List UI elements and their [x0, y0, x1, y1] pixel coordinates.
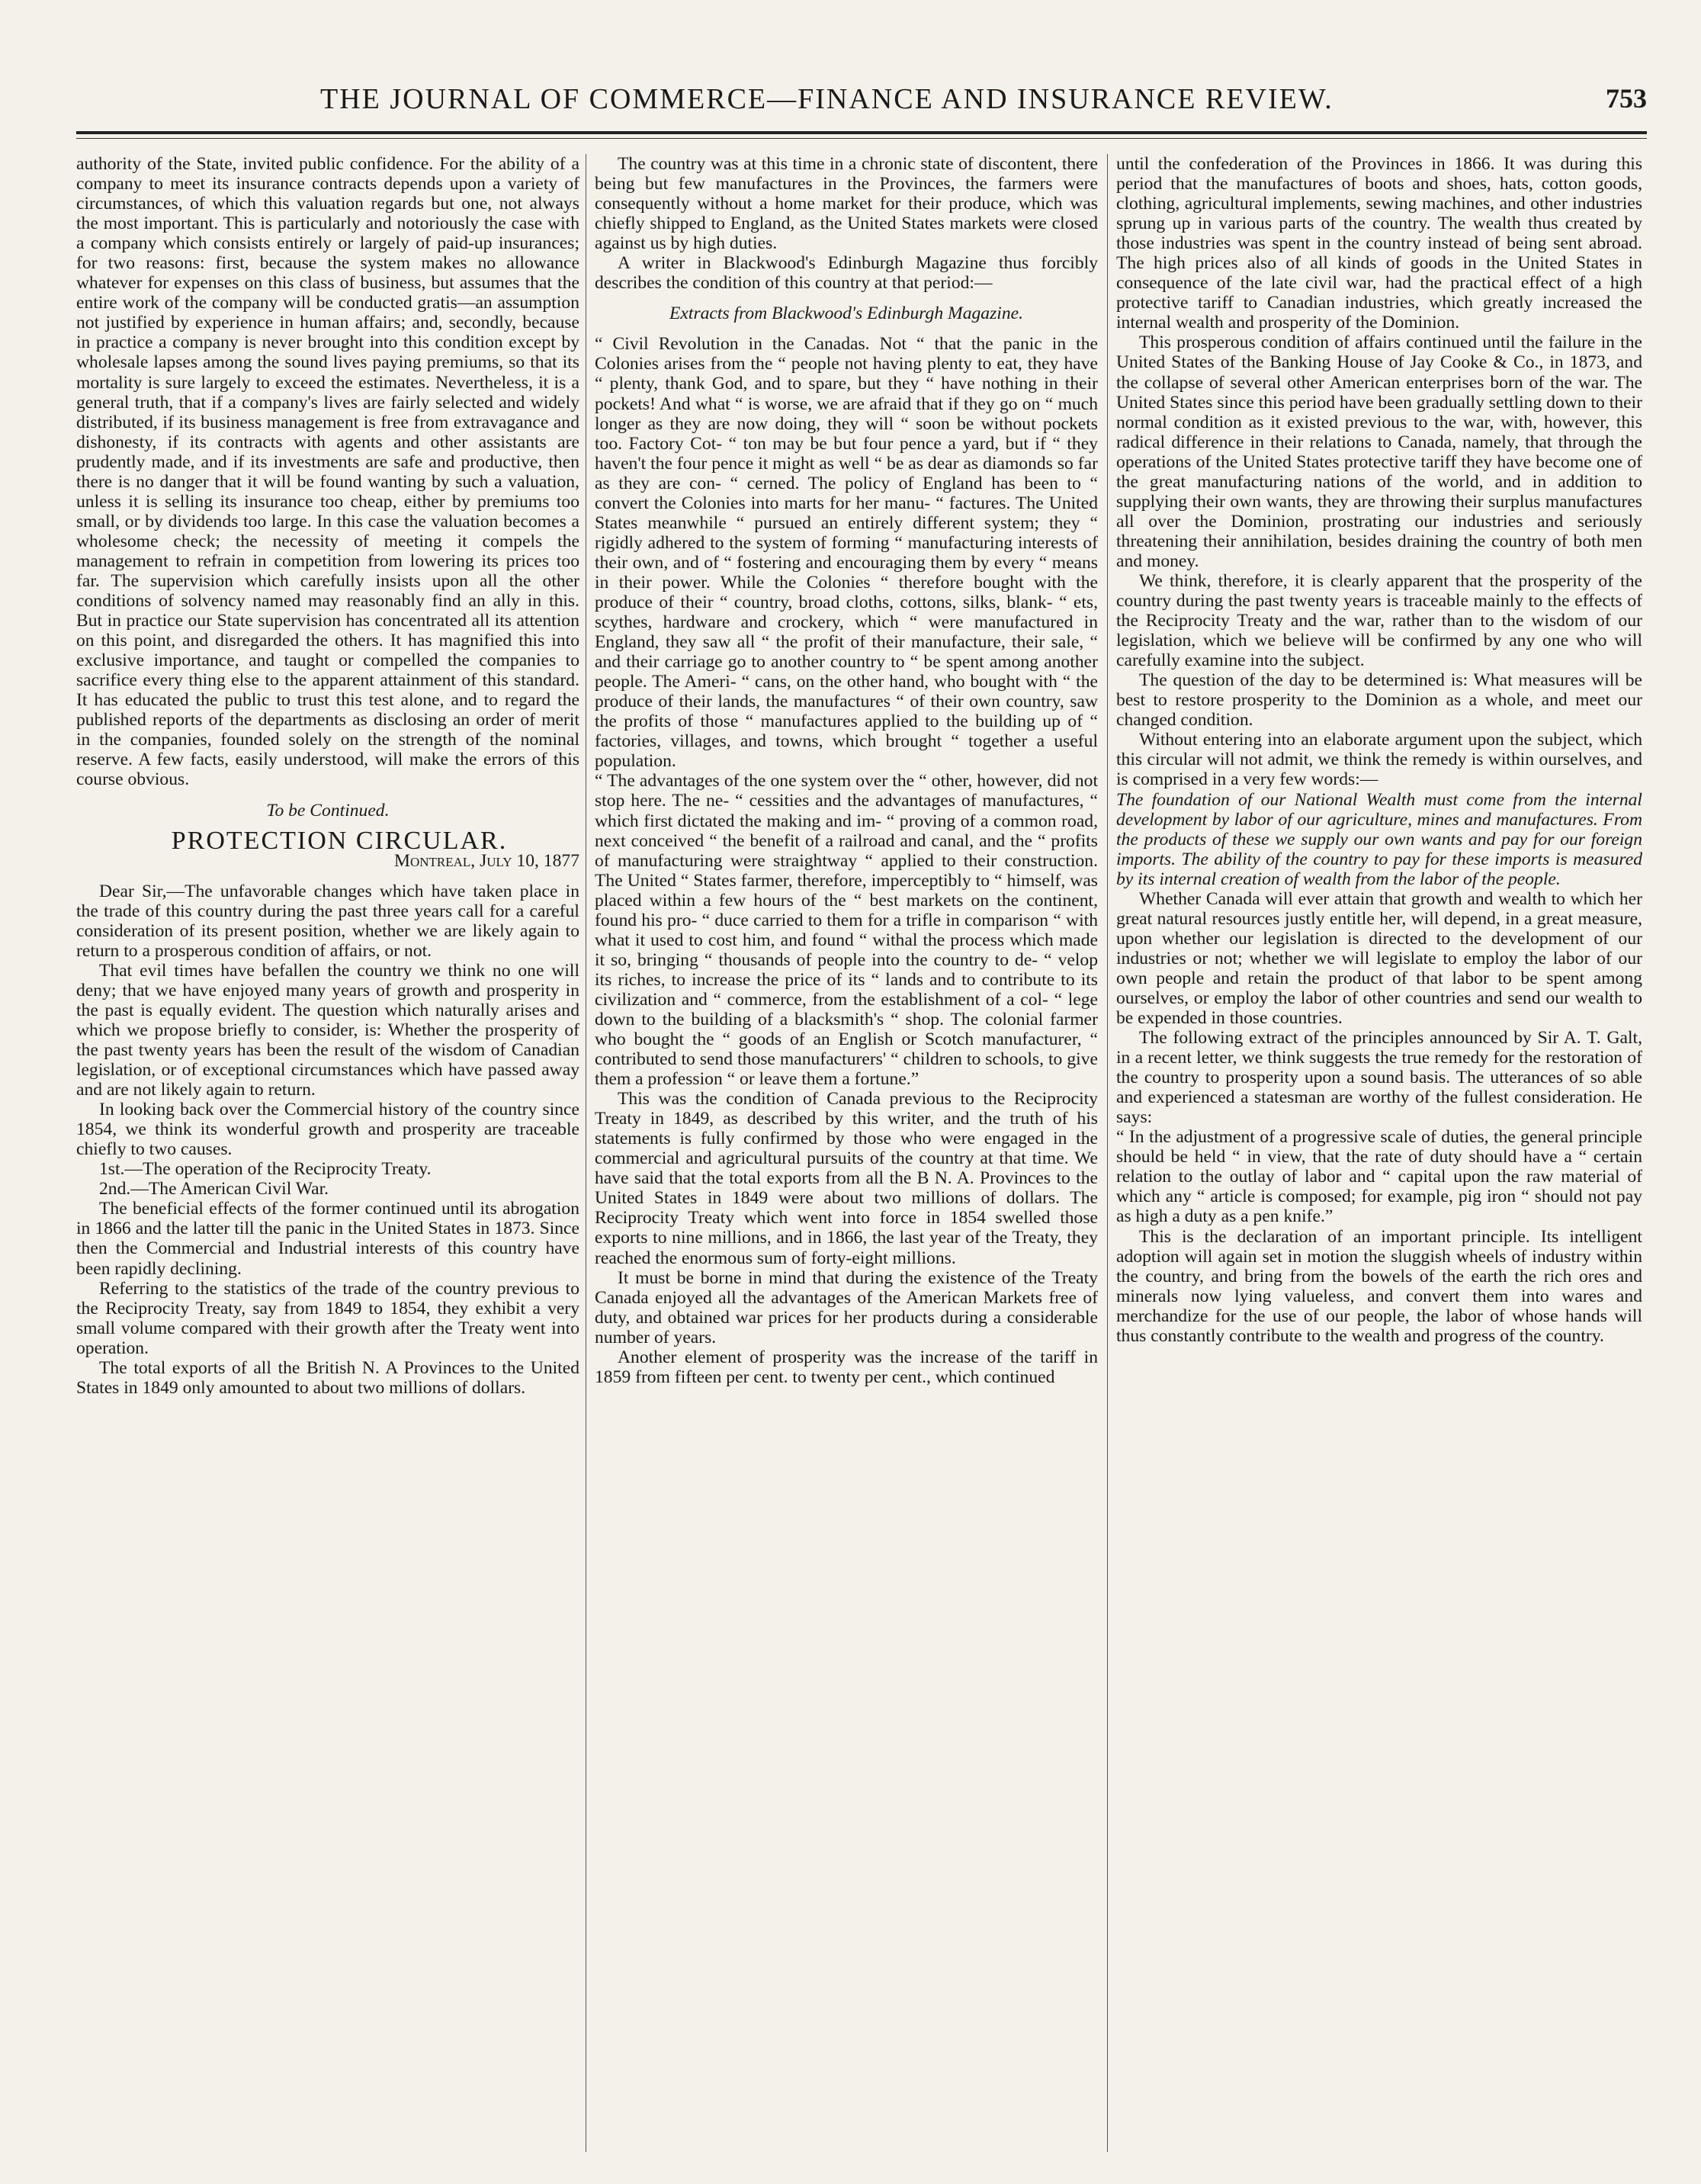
quote-paragraph: “ In the adjustment of a progressive scale of duties, the general principle should be held “ in view, that the rate of duty should have a “ certain relation to the outlay of labor and “ capital upon the raw material of which any “ article is composed; for example, pig iron “ should not pay as high a duty as a pen knife.” — [1116, 1127, 1642, 1227]
quote-paragraph: “ Civil Revolution in the Canadas. Not “ that the panic in the Colonies arises from the “ people not having plenty to eat, they have “ plenty, thank God, and to spare, but they “ have nothing in their pockets! And what “ is worse, we are afraid that if they go on “ much longer as they are now doing, they will “ soon be without pockets too. Factory Cot- “ ton may be but four pence a yard, but if “ they haven't the four pence it might as well “ be as dear as diamonds so far as they are con- “ cerned. The policy of England has been to “ convert the Colonies into marts for her manu- “ factures. The United States meanwhile “ pursued an entirely different system; they “ rigidly adhered to the system of forming “ manufacturing interests of their own, and of “ fostering and encouraging them by every “ means in their power. While the Colonies “ therefore bought with the produce of their “ country, broad cloths, cottons, silks, blank- “ ets, scythes, hardware and crockery, which “ were manufactured in England, they saw all “ the profit of their manufacture, their sale, “ and their carriage go to another country to “ be spent among another people. The Ameri- “ cans, on the other hand, who bought with “ the produce of their lands, the manufactures “ of their own country, saw the profits of those “ manufactures applied to the building up of “ factories, villages, and towns, which brought “ together a useful population. — [595, 334, 1098, 772]
column-right — [1116, 154, 1642, 2160]
header-rule-thin — [76, 138, 1647, 139]
paragraph: The beneficial effects of the former continued until its abrogation in 1866 and the latter till the panic in the United States in 1873. Since then the Commercial and Industrial interests of this country have been rapidly declining. — [76, 1199, 579, 1279]
extract-title: Extracts from Blackwood's Edinburgh Magazine. — [669, 304, 1023, 324]
paragraph: We think, therefore, it is clearly apparent that the prosperity of the country during the past twenty years is traceable mainly to the effects of the Reciprocity Treaty and the war, rather than to the wisdom of our legislation, which we believe will be confirmed by any one who will carefully examine into the subject. — [1116, 570, 1642, 671]
page-number: 753 — [1606, 83, 1647, 114]
paragraph: until the confederation of the Provinces in 1866. It was during this period that the manufactures of boots and shoes, hats, cotton goods, clothing, agricultural implements, sewing machines, and other industries sprung up in various parts of the country. The wealth thus created by those industries was spent in the country instead of being sent abroad. The high prices also of all kinds of goods in the United States in consequence of the late civil war, had the practical effect of a high protective tariff to Canadian industries, which greatly increased the internal wealth and prosperity of the Dominion. — [1116, 154, 1642, 333]
dateline: Montreal, July 10, 1877 — [394, 850, 579, 871]
paragraph: The total exports of all the British N. A Provinces to the United States in 1849 only amounted to about two millions of dollars. — [76, 1357, 579, 1398]
paragraph: This was the condition of Canada previous to the Reciprocity Treaty in 1849, as described by this writer, and the truth of his statements is fully confirmed by those who were engaged in the commercial and agricultural pursuits of the country at that time. We have said that the total exports from all the B N. A. Provinces to the United States in 1849 were about two millions of dollars. The Reciprocity Treaty which went into force in 1854 swelled those exports to nine millions, and in 1866, the last year of the Treaty, they reached the enormous sum of forty-eight millions. — [595, 1089, 1098, 1268]
paragraph: Without entering into an elaborate argument upon the subject, which this circular will not admit, we think the remedy is within ourselves, and is comprised in a very few words:— — [1116, 730, 1642, 790]
emphasis-paragraph: The foundation of our National Wealth must come from the internal development by labor of our agriculture, mines and manufactures. From the products of these we supply our own wants and pay for our foreign imports. The ability of the country to pay for these imports is measured by its internal creation of wealth from the labor of the people. — [1116, 789, 1642, 889]
blackwood-quote — [595, 334, 1098, 1089]
quote-paragraph: “ The advantages of the one system over the “ other, however, did not stop here. The ne- “ cessities and the advantages of manufactures, “ which first dictated the making and im- “ proving of a common road, next conceived “ the benefit of a railroad and canal, and the “ profits of manufacturing were straightway “ applied to their construction. The United “ States farmer, therefore, imperceptibly to “ himself, was placed within a few hours of the “ best markets on the continent, found his pro- “ duce carried to them for a trifle in comparison “ with what it used to cost him, and found “ withal the process which made it so, bringing “ thousands of people into the country to de- “ velop its riches, to increase the price of its “ lands and to contribute to its civilization and “ commerce, from the establishment of a col- “ lege down to the building of a blacksmith's “ shop. The colonial farmer who bought the “ goods of an English or Scotch manufacturer, “ contributed to send those manufacturers' “ children to schools, to give them a profession “ or leave them a fortune.” — [595, 771, 1098, 1090]
paragraph: Dear Sir,—The unfavorable changes which have taken place in the trade of this country during the past three years call for a careful consideration of its present position, whether we are likely again to return to a prosperous condition of affairs, or not. — [76, 881, 579, 961]
paragraph: Referring to the statistics of the trade of the country previous to the Reciprocity Treaty, say from 1849 to 1854, they exhibit a very small volume compared with their growth after the Treaty went into operation. — [76, 1278, 579, 1358]
paragraph: That evil times have befallen the country we think no one will deny; that we have enjoyed many years of growth and prosperity in the past is equally evident. The question which naturally arises and which we propose briefly to consider, is: Whether the prosperity of the past twenty years has been the result of the wisdom of Canadian legislation, or of exceptional circumstances which have passed away and are not likely again to return. — [76, 960, 579, 1100]
column-divider — [1107, 154, 1108, 2152]
paragraph: It must be borne in mind that during the existence of the Treaty Canada enjoyed all the advantages of the American Markets free of duty, and obtained war prices for her products during a considerable number of years. — [595, 1267, 1098, 1347]
paragraph: The following extract of the principles announced by Sir A. T. Galt, in a recent letter, we think suggests the true remedy for the restoration of the country to prosperity upon a sound basis. The utterances of so able and experienced a statesman are worthy of the fullest consideration. He says: — [1116, 1028, 1642, 1128]
running-title: THE JOURNAL OF COMMERCE—FINANCE AND INSURANCE REVIEW. — [320, 83, 1334, 115]
page-header — [76, 82, 1647, 128]
paragraph: The country was at this time in a chronic state of discontent, there being but few manufactures in the Provinces, the farmers were consequently without a home market for their produce, which was chiefly shipped to England, as the United States markets were closed against us by high duties. — [595, 154, 1098, 254]
header-rule — [76, 131, 1647, 134]
paragraph: Another element of prosperity was the increase of the tariff in 1859 from fifteen per cent. to twenty per cent., which continued — [595, 1347, 1098, 1387]
paragraph: This is the declaration of an important principle. Its intelligent adoption will again set in motion the sluggish wheels of industry within the country, and bring from the bowels of the earth the rich ores and minerals now lying valueless, and convert them into wares and merchandize for the use of our people, the labor of whose hands will thus constantly contribute to the wealth and progress of the country. — [1116, 1226, 1642, 1346]
column-left — [76, 154, 579, 2160]
paragraph: This prosperous condition of affairs continued until the failure in the United States of the Banking House of Jay Cooke & Co., in 1873, and the collapse of several other American enterprises born of the war. The United States since this period have been gradually settling down to their normal condition as it existed previous to the war, with, however, this radical difference in their relations to Canada, namely, that through the operations of the United States protective tariff they have become one of the great manufacturing nations of the world, and in addition to supplying their own wants, they are throwing their surplus manufactures all over the Dominion, prostrating our industries and seriously threatening their annihilation, besides draining the country of both men and money. — [1116, 332, 1642, 571]
paragraph: The question of the day to be determined is: What measures will be best to restore prosperity to the Dominion as a whole, and meet our changed condition. — [1116, 670, 1642, 731]
list-item: 2nd.—The American Civil War. — [99, 1179, 329, 1200]
list-item: 1st.—The operation of the Reciprocity Treaty. — [99, 1159, 432, 1180]
galt-quote — [1116, 1127, 1642, 1226]
paragraph: authority of the State, invited public confidence. For the ability of a company to meet its insurance contracts depends upon a variety of circumstances, of which this valuation regards but one, not always the most important. This is particularly and notoriously the case with a company which consists entirely or largely of paid-up insurances; for two reasons: first, because the system makes no allowance whatever for expenses on this class of business, but assumes that the entire work of the company will be conducted gratis—an assumption not justified by experience in human affairs; and, secondly, because in practice a company is never brought into this condition except by wholesale lapses among the sound lives paying premiums, so that its mortality is sure largely to exceed the estimates. Nevertheless, it is a general truth, that if a company's lives are fairly selected and widely distributed, if its business management is free from extravagance and dishonesty, if its contracts with agents and other assistants are prudently made, and if its investments are safe and productive, then there is no danger that it will be found wanting by such a valuation, unless it is selling its insurance too cheap, either by premiums too small, or by dividends too large. In this case the valuation becomes a wholesome check; the necessity of meeting it compels the management to refrain in competition from lowering its prices too far. The supervision which carefully insists upon all the other conditions of solvency named may reasonably find an ally in this. But in practice our State supervision has concentrated all its attention on this point, and disregarded the others. It has magnified this into exclusive importance, and taught or compelled the companies to sacrifice every thing else to the apparent attainment of this standard. It has educated the public to trust this test alone, and to regard the published reports of the departments as disclosing an order of merit in the companies, founded solely on the strength of the nominal reserve. A few facts, easily understood, will make the errors of this course obvious. — [76, 154, 579, 790]
column-middle — [595, 154, 1098, 2160]
paragraph: In looking back over the Commercial history of the country since 1854, we think its wonderful growth and prosperity are traceable chiefly to two causes. — [76, 1100, 579, 1160]
continued-note: To be Continued. — [266, 800, 390, 821]
section-title: PROTECTION CIRCULAR. — [171, 826, 508, 855]
paragraph: A writer in Blackwood's Edinburgh Magazine thus forcibly describes the condition of this country at that period:— — [595, 253, 1098, 294]
paragraph: Whether Canada will ever attain that growth and wealth to which her great natural resources justly entitle her, will depend, in a great measure, upon whether our legislation is directed to the development of our industries or not; whether we will legislate to employ the labor of our own people and retain the product of that labor to be spent among ourselves, or employ the labor of other countries and send our wealth to be expended in those countries. — [1116, 888, 1642, 1029]
